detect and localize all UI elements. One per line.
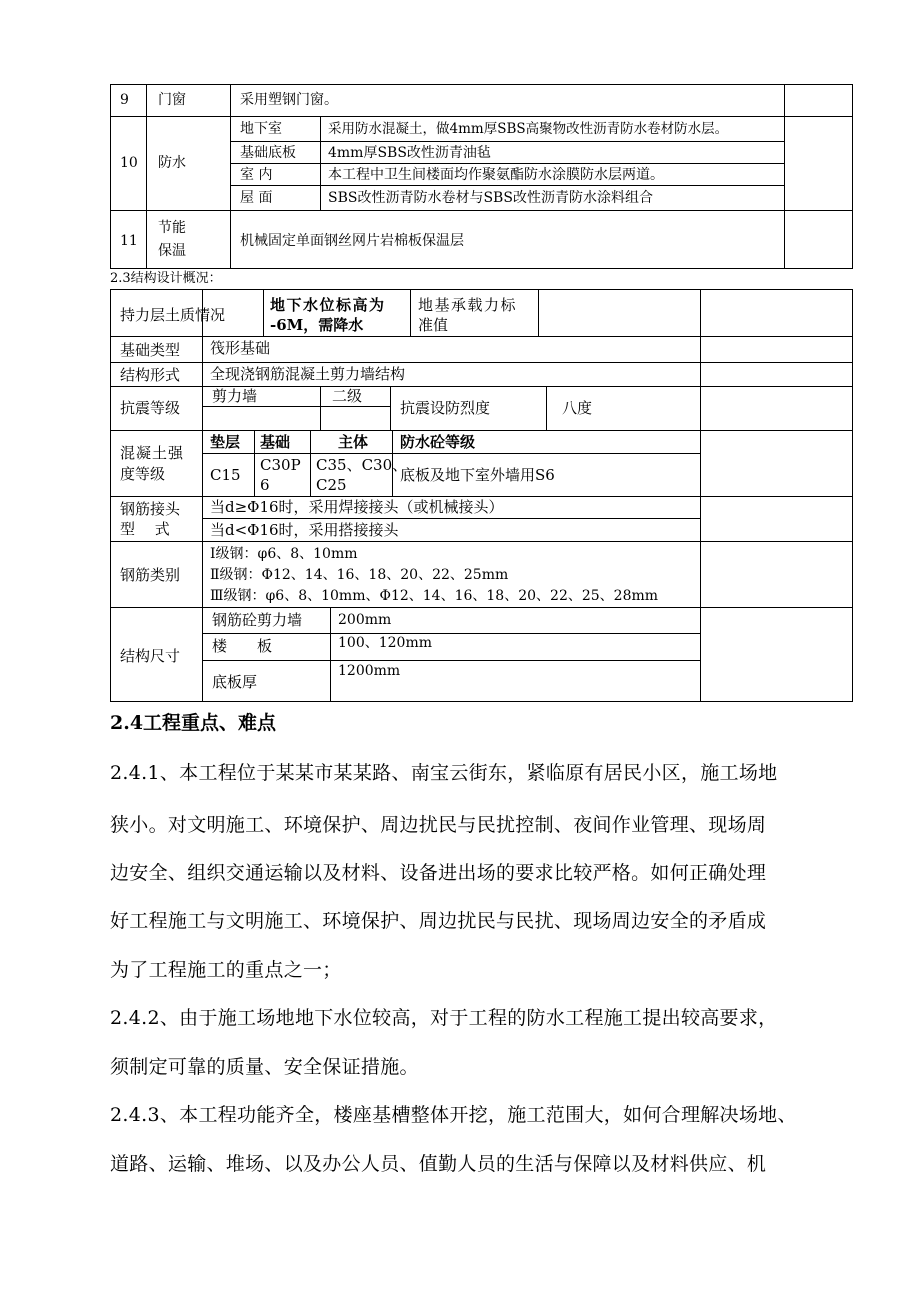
bearing-capacity-line2: 准值 (418, 316, 449, 334)
size-label: 结构尺寸 (120, 647, 181, 665)
paragraph-line: 好工程施工与文明施工、环境保护、周边扰民与民扰、现场周边安全的矛盾成 (110, 910, 767, 932)
joint-value-small: 当d<Φ16时，采用搭接接头 (210, 521, 399, 539)
concrete-header-foundation: 基础 (260, 433, 291, 451)
row-9-content: 采用塑钢门窗。 (240, 92, 338, 108)
row-11-item-line1: 节能 (158, 220, 186, 236)
concrete-label-line1: 混凝土强 (120, 444, 185, 462)
row-11-content: 机械固定单面钢丝网片岩棉板保温层 (240, 233, 464, 249)
paragraph-line: 2.4.1、本工程位于某某市某某路、南宝云街东，紧临原有居民小区，施工场地 (110, 762, 778, 784)
seismic-label: 抗震等级 (120, 399, 181, 417)
paragraph-line: 边安全、组织交通运输以及材料、设备进出场的要求比较严格。如何正确处理 (110, 862, 767, 884)
paragraph-line: 2.4.2、由于施工场地地下水位较高，对于工程的防水工程施工提出较高要求， (110, 1007, 778, 1029)
section-2-4-title: 2.4工程重点、难点 (110, 712, 277, 734)
rebar-label: 钢筋类别 (120, 566, 181, 584)
concrete-main-line2: C25 (316, 476, 347, 494)
structure-form-value: 全现浇钢筋混凝土剪力墙结构 (210, 365, 406, 383)
row-9-item: 门窗 (158, 92, 186, 108)
foundation-type-label: 基础类型 (120, 341, 181, 359)
waterproof-roof-content: SBS改性沥青防水卷材与SBS改性沥青防水涂料组合 (328, 190, 653, 206)
waterproof-raft-content: 4mm厚SBS改性沥青油毡 (328, 145, 491, 161)
row-10-number: 10 (120, 155, 138, 171)
size-raft-label: 底板厚 (212, 673, 258, 691)
waterproof-basement-label: 地下室 (240, 121, 282, 137)
waterproof-raft-label: 基础底板 (240, 145, 296, 161)
concrete-foundation-line2: 6 (260, 476, 270, 494)
structure-form-label: 结构形式 (120, 366, 181, 384)
paragraph-line: 狭小。对文明施工、环境保护、周边扰民与民扰控制、夜间作业管理、现场周 (110, 814, 767, 836)
concrete-cushion-value: C15 (210, 466, 241, 484)
waterproof-basement-content: 采用防水混凝土，做4mm厚SBS高聚物改性沥青防水卷材防水层。 (328, 121, 729, 137)
joint-value-large: 当d≥Φ16时，采用焊接接头（或机械接头） (210, 498, 504, 516)
paragraph-line: 须制定可靠的质量、安全保证措施。 (110, 1056, 419, 1078)
concrete-header-cushion: 垫层 (210, 433, 241, 451)
seismic-grade: 二级 (332, 387, 363, 405)
paragraph-line: 2.4.3、本工程功能齐全，楼座基槽整体开挖，施工范围大，如何合理解决场地、 (110, 1104, 797, 1126)
rebar-grade-3: Ⅲ级钢：φ6、8、10mm、Φ12、14、16、18、20、22、25、28mm (210, 588, 659, 604)
row-9-number: 9 (120, 92, 129, 108)
size-raft-value: 1200mm (338, 663, 401, 679)
row-10-item: 防水 (158, 155, 186, 171)
groundwater-line2: -6M，需降水 (270, 316, 364, 334)
concrete-header-waterproof: 防水砼等级 (400, 433, 476, 451)
size-slab-label: 楼 板 (212, 637, 273, 655)
waterproof-indoor-content: 本工程中卫生间楼面均作聚氨酯防水涂膜防水层两道。 (328, 167, 664, 183)
waterproof-roof-label: 屋 面 (240, 190, 273, 206)
seismic-shearwall: 剪力墙 (212, 387, 258, 405)
size-shearwall-label: 钢筋砼剪力墙 (212, 611, 303, 629)
soil-label: 持力层土质情况 (120, 306, 226, 324)
concrete-waterproof-value: 底板及地下室外墙用S6 (400, 466, 555, 484)
concrete-header-main: 主体 (338, 433, 369, 451)
size-shearwall-value: 200mm (338, 612, 392, 628)
concrete-label-line2: 度等级 (120, 465, 166, 483)
concrete-main-line1: C35、C30、 (316, 456, 408, 474)
rebar-grade-1: Ⅰ级钢：φ6、8、10mm (210, 546, 358, 562)
waterproof-indoor-label: 室 内 (240, 167, 273, 183)
row-11-number: 11 (120, 233, 138, 249)
groundwater-line1: 地下水位标高为 (270, 296, 386, 314)
paragraph-line: 道路、运输、堆场、以及办公人员、值勤人员的生活与保障以及材料供应、机 (110, 1153, 767, 1175)
paragraph-line: 为了工程施工的重点之一； (110, 959, 342, 981)
rebar-grade-2: Ⅱ级钢：Φ12、14、16、18、20、22、25mm (210, 567, 509, 583)
size-slab-value: 100、120mm (338, 635, 432, 651)
joint-label-line2: 型 式 (120, 520, 170, 538)
concrete-foundation-line1: C30P (260, 456, 301, 474)
foundation-type-value: 筏形基础 (210, 339, 271, 357)
bearing-capacity-line1: 地基承载力标 (418, 296, 518, 314)
row-11-item-line2: 保温 (158, 243, 186, 259)
section-2-3-title: 2.3结构设计概况： (110, 271, 222, 286)
fortification-value: 八度 (562, 399, 593, 417)
fortification-label: 抗震设防烈度 (400, 399, 491, 417)
joint-label-line1: 钢筋接头 (120, 500, 181, 518)
